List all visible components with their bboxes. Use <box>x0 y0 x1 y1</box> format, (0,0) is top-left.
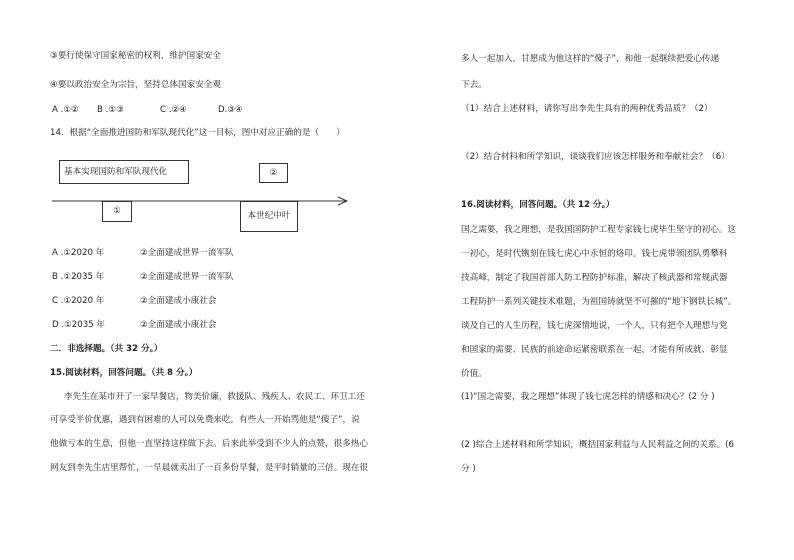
q15-paragraph-line-4: 网友到李先生店里帮忙，一早晨就卖出了一百多份早餐，是平时销量的三倍。现在很 <box>50 463 368 473</box>
q15-cont-line-1: 多人一起加入，甘愿成为他这样的“傻子”，和他一起继续把爱心传递 <box>461 54 720 64</box>
section-2-heading: 二．非选择题。（共 32 分。） <box>50 344 163 354</box>
q14-choice-c-text: ②全面建成小康社会 <box>140 296 217 306</box>
question-15-title: 15.阅读材料，回答问题。（共 8 分。） <box>50 368 198 378</box>
q16-paragraph-line-1: 国之需要，我之理想，是我国国防护工程专家钱七虎毕生坚守的初心。这 <box>461 225 737 235</box>
q14-choice-a-letter: A .①2020 年 <box>52 248 105 258</box>
timeline-diagram <box>50 155 360 235</box>
question-16-title: 16.阅读材料，回答问题。（共 12 分。） <box>461 200 615 210</box>
q13-choice-b[interactable]: B .①③ <box>97 105 124 115</box>
q14-choice-a-text: ②全面建成世界一流军队 <box>140 248 234 258</box>
q16-paragraph-line-6: 和国家的需要、民族的前途命运紧密联系在一起，才能有所成就、彰显 <box>461 345 728 355</box>
q14-choice-d-text: ②全面建成小康社会 <box>140 320 217 330</box>
q14-choice-b-text: ②全面建成世界一流军队 <box>140 272 234 282</box>
q13-choice-c[interactable]: C .②④ <box>160 105 187 115</box>
q15-paragraph-line-1: 李先生在某市开了一家早餐店，物美价廉，救援队、残疾人、农民工、环卫工还 <box>64 392 365 402</box>
option-3: ③要行使保守国家秘密的权利，维护国家安全 <box>50 51 221 61</box>
goal-label-box <box>59 160 189 184</box>
q15-sub-1: （1）结合上述材料，请你写出李先生具有的两种优秀品质？（2） <box>461 104 713 114</box>
marker-2-box <box>259 163 288 183</box>
century-label: 本世纪中叶 <box>247 211 291 221</box>
q14-choice-d[interactable] <box>52 319 217 331</box>
q16-paragraph-line-4: 工程防护一系列关键技术难题，为祖国铸就坚不可摧的“地下钢铁长城”。 <box>461 297 737 307</box>
q15-cont-line-2: 下去。 <box>461 80 487 90</box>
marker-2: ② <box>269 168 278 178</box>
q13-choice-a[interactable]: A .①② <box>52 105 79 115</box>
goal-label: 基本实现国防和军队现代化 <box>64 167 168 177</box>
question-14: 14．根据“全面推进国防和军队现代化”这一目标，图中对应正确的是（ ） <box>50 128 345 138</box>
marker-1: ① <box>113 206 121 216</box>
century-box <box>240 201 298 232</box>
marker-1-box <box>102 201 132 222</box>
q13-choice-d[interactable]: D.③④ <box>218 105 243 115</box>
q16-sub-1: (1)“国之需要，我之理想”体现了钱七虎怎样的情感和决心？(2 分 ) <box>461 392 715 402</box>
q16-paragraph-line-5: 谈及自己的人生历程，钱七虎深情地说，一个人，只有把个人理想与党 <box>461 321 728 331</box>
q16-paragraph-line-2: 一初心，是时代镌刻在钱七虎心中永恒的烙印。钱七虎带领团队勇攀科 <box>461 249 728 259</box>
q16-sub-2: (2 )综合上述材料和所学知识，概括国家利益与人民利益之间的关系。(6 <box>461 440 734 450</box>
q14-choice-a[interactable] <box>52 247 234 259</box>
q14-choice-c-letter: C .①2020 年 <box>52 296 105 306</box>
q16-sub-2-cont: 分 ) <box>461 464 476 474</box>
q15-paragraph-line-2: 可享受半价优惠，遇到有困难的人可以免费来吃。有些人一开始骂他是“傻子”，说 <box>50 415 360 425</box>
q14-choice-b-letter: B .①2035 年 <box>52 272 105 282</box>
q16-paragraph-line-7: 价值。 <box>461 369 487 379</box>
q16-paragraph-line-3: 技高峰，制定了我国首部人防工程防护标准，解决了核武器和常规武器 <box>461 273 728 283</box>
q15-paragraph-line-3: 他做亏本的生意，但他一直坚持这样做下去。后来此举受到不少人的点赞，很多热心 <box>50 439 368 449</box>
option-4: ④要以政治安全为宗旨，坚持总体国家安全观 <box>50 80 221 90</box>
q14-choice-b[interactable] <box>52 271 234 283</box>
q14-choice-c[interactable] <box>52 295 217 307</box>
q15-sub-2: （2）结合材料和所学知识，谈谈我们应该怎样服务和奉献社会？（6） <box>461 152 730 162</box>
q14-choice-d-letter: D .①2035 年 <box>52 320 105 330</box>
